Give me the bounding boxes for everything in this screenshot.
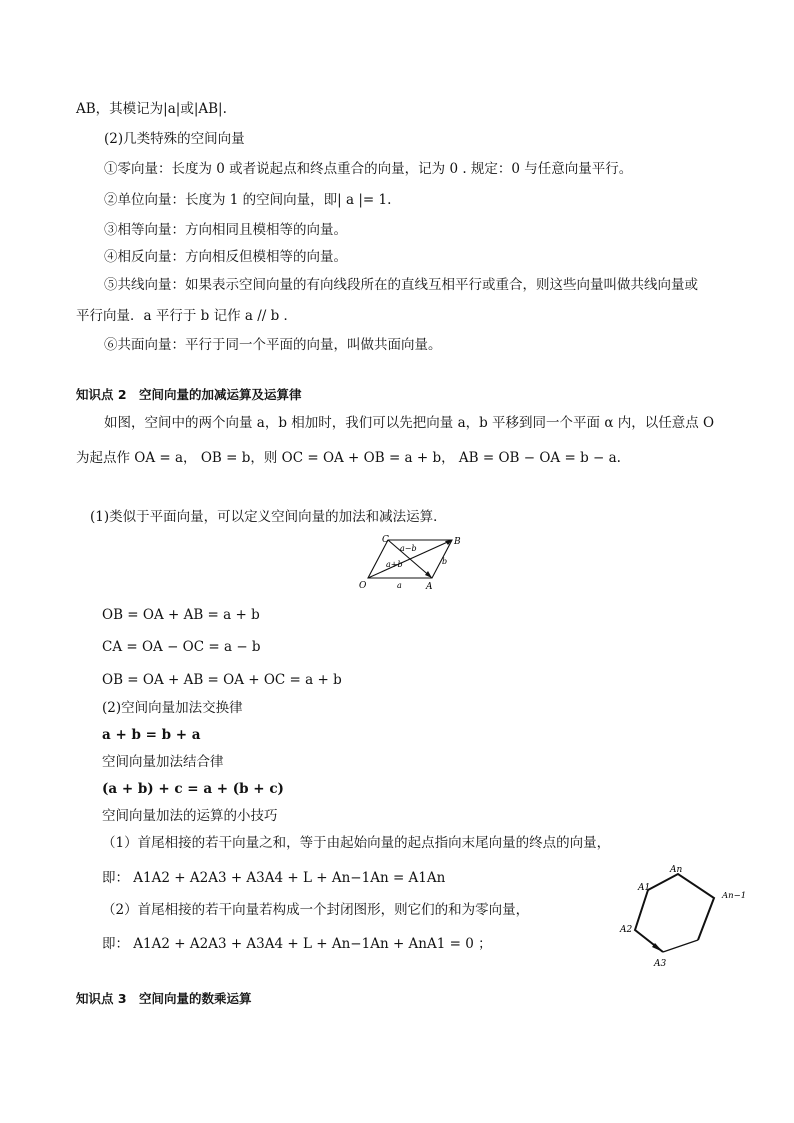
commutative-heading [102, 699, 243, 717]
label-an: An [670, 865, 683, 875]
zero-vector-text: ①零向量：长度为 0 或者说起点和终点重合的向量，记为 0 . 规定：0 与任意向量平行。 [104, 161, 633, 177]
tip-1-text: （1）首尾相接的若干向量之和，等于由起始向量的起点指向末尾向量的终点的向量， [102, 835, 611, 851]
associative-law-text: (a + b) + c = a + (b + c) [102, 781, 284, 797]
analogy-line [90, 508, 447, 526]
polygon-closing-segment [663, 940, 698, 952]
arrow-a-icon [425, 571, 432, 578]
section-heading-2 [76, 386, 302, 404]
special-vectors-heading-text: (2)几类特殊的空间向量 [104, 131, 245, 147]
equation-2 [102, 638, 261, 656]
equation-1 [102, 606, 260, 624]
tip-1-equation [102, 869, 445, 887]
associative-heading [102, 753, 224, 771]
equation-2-text: CA = OA − OC = a − b [102, 639, 261, 655]
label-a-minus-b: a−b [400, 544, 417, 553]
section-heading-3 [76, 990, 252, 1008]
commutative-heading-text: (2)空间向量加法交换律 [102, 700, 243, 716]
collinear-vector-text: ⑤共线向量：如果表示空间向量的有向线段所在的直线互相平行或重合，则这些向量叫做共线向量或 [104, 277, 698, 293]
label-a1: A1 [638, 883, 651, 893]
commutative-law [102, 726, 201, 744]
line-modulus-text: AB，其模记为|a|或|AB|. [76, 101, 227, 117]
unit-vector-line [104, 191, 391, 209]
section-heading-2-text: 知识点 2 空间向量的加减运算及运算律 [76, 387, 302, 402]
label-side-b: b [442, 557, 448, 566]
closed-polygon-figure [618, 860, 748, 972]
associative-law [102, 780, 284, 798]
zero-vector-line [104, 160, 632, 178]
label-a2: A2 [620, 925, 633, 935]
polygon-upper-path [648, 874, 714, 940]
intro-line-2-text: 为起点作 OA = a， OB = b，则 OC = OA + OB = a + b， AB = OB − OA = b − a. [76, 450, 621, 466]
tip-2-equation-text: 即： A1A2 + A2A3 + A3A4 + L + An−1An + AnA1 = 0 ； [102, 936, 492, 952]
polygon-left-path [635, 890, 663, 952]
parallel-vector-line [76, 307, 297, 325]
equation-1-text: OB = OA + AB = a + b [102, 607, 260, 623]
tip-1 [102, 834, 610, 852]
equation-3-text: OB = OA + AB = OA + OC = a + b [102, 672, 342, 688]
commutative-law-text: a + b = b + a [102, 727, 201, 743]
label-a: A [426, 582, 433, 592]
associative-heading-text: 空间向量加法结合律 [102, 754, 224, 770]
intro-line-1-text: 如图，空间中的两个向量 a，b 相加时，我们可以先把向量 a，b 平移到同一个平面 α 内，以任意点 O [104, 415, 715, 431]
intro-line-1 [104, 414, 714, 432]
label-o: O [359, 581, 367, 591]
label-b: B [454, 537, 461, 547]
opposite-vector-line [104, 248, 347, 266]
tip-2-equation [102, 935, 492, 953]
label-side-a: a [397, 581, 402, 590]
label-c: C [382, 535, 389, 545]
label-an-1: An−1 [722, 891, 747, 901]
tip-2-text: （2）首尾相接的若干向量若构成一个封闭图形，则它们的和为零向量， [102, 902, 530, 918]
line-modulus [76, 100, 227, 118]
special-vectors-heading [104, 130, 245, 148]
equal-vector-line [104, 221, 347, 239]
section-heading-3-text: 知识点 3 空间向量的数乘运算 [76, 991, 252, 1006]
intro-line-2 [76, 449, 621, 467]
collinear-vector-line [104, 276, 698, 294]
label-a-plus-b: a+b [386, 560, 403, 569]
equation-3 [102, 671, 342, 689]
tips-heading [102, 807, 278, 825]
unit-vector-text: ②单位向量：长度为 1 的空间向量，即| a |= 1. [104, 192, 392, 208]
tip-1-equation-text: 即： A1A2 + A2A3 + A3A4 + L + An−1An = A1An [102, 870, 446, 886]
tip-2 [102, 901, 529, 919]
label-a3: A3 [654, 959, 667, 969]
opposite-vector-text: ④相反向量：方向相反但模相等的向量。 [104, 249, 347, 265]
equal-vector-text: ③相等向量：方向相同且模相等的向量。 [104, 222, 347, 238]
coplanar-vector-line [104, 336, 442, 354]
parallel-vector-text: 平行向量．a 平行于 b 记作 a // b ． [76, 308, 298, 324]
parallelogram-figure [352, 530, 470, 594]
analogy-text: (1)类似于平面向量，可以定义空间向量的加法和减法运算． [90, 509, 447, 525]
tips-heading-text: 空间向量加法的运算的小技巧 [102, 808, 278, 824]
coplanar-vector-text: ⑥共面向量：平行于同一个平面的向量，叫做共面向量。 [104, 337, 442, 353]
